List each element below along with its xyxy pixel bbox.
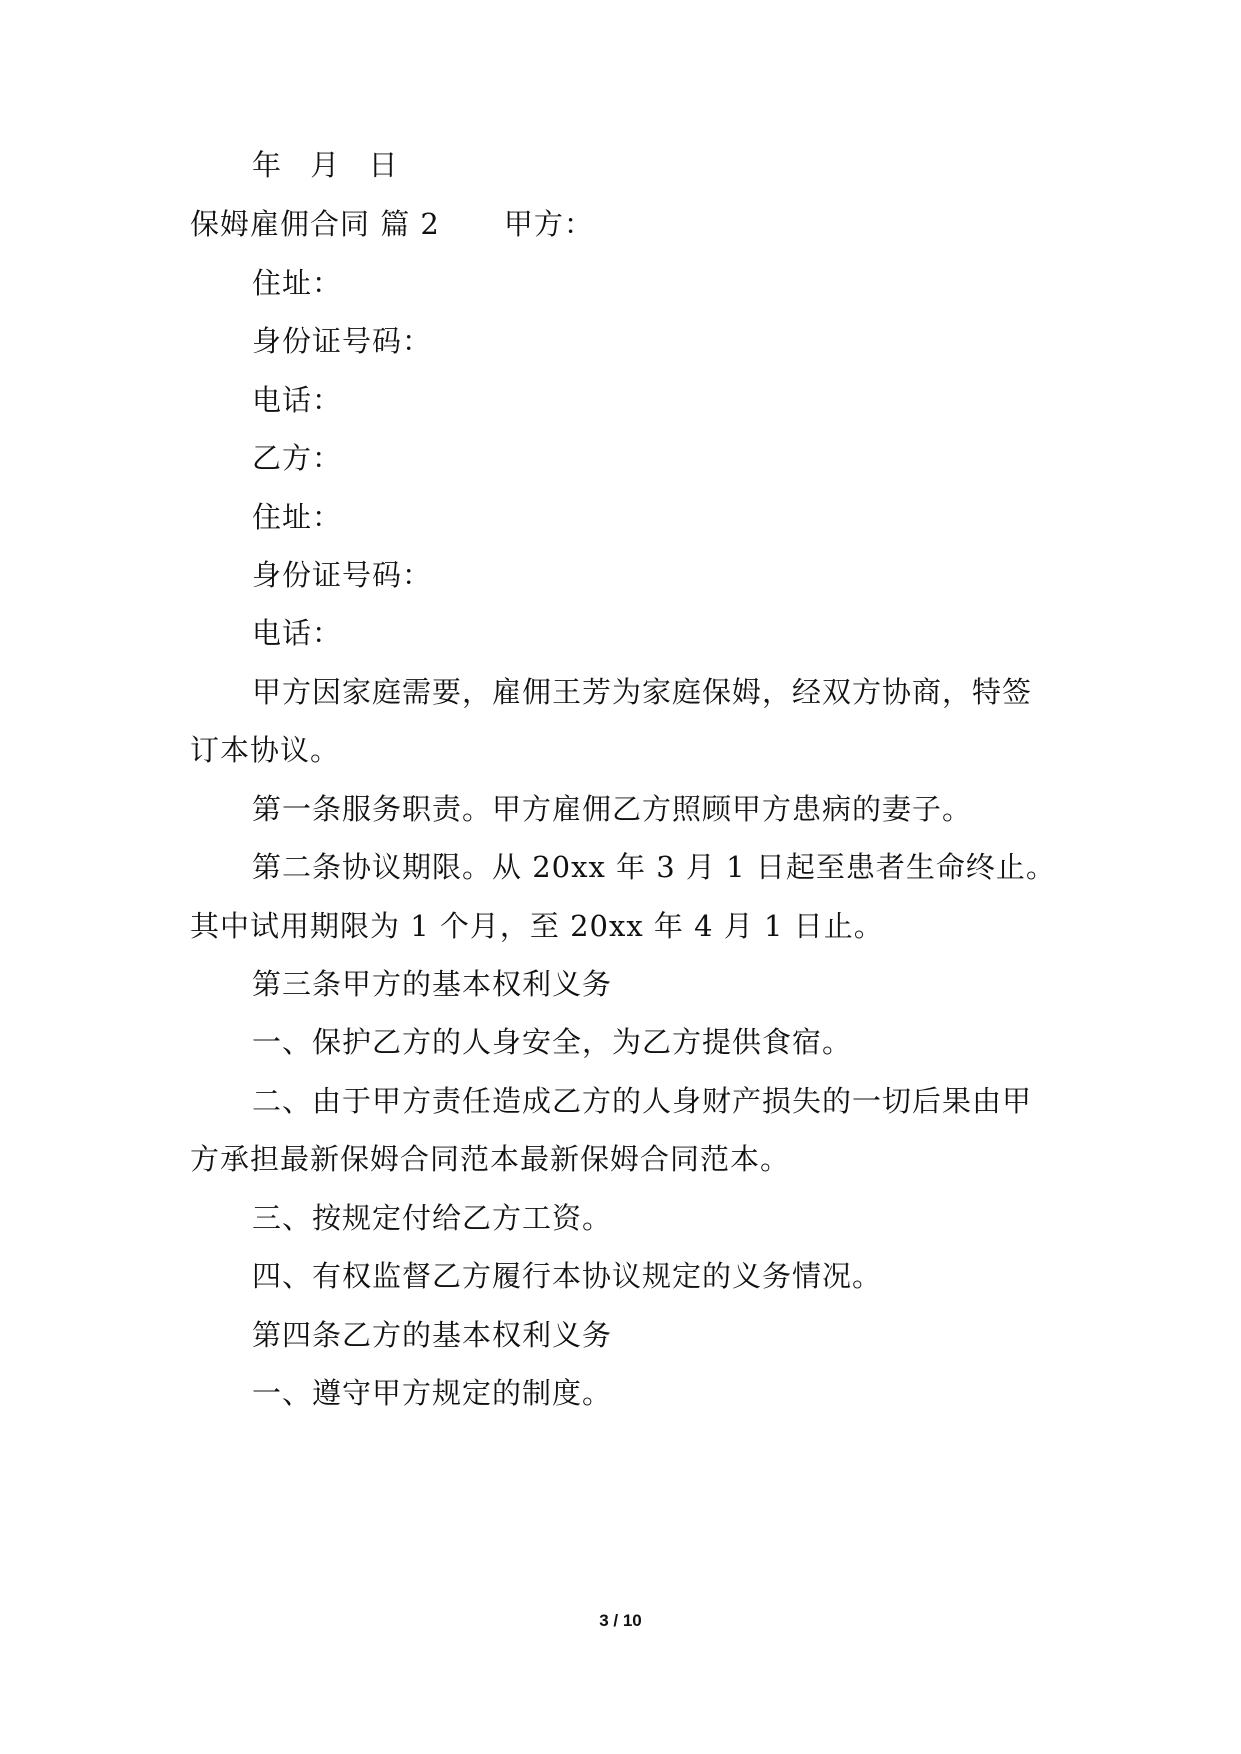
date-line: [252, 145, 416, 185]
party-a-label: 甲方：: [503, 207, 594, 241]
article-3-item-4: 四、有权监督乙方履行本协议规定的义务情况。: [252, 1259, 883, 1293]
article-3-heading: 第三条甲方的基本权利义务: [252, 967, 613, 1001]
article-4-heading: 第四条乙方的基本权利义务: [252, 1318, 613, 1352]
contract-title: 保姆雇佣合同 篇 2: [190, 207, 440, 241]
article-2-line1: 第二条协议期限。从 20xx 年 3 月 1 日起至患者生命终止。: [252, 850, 1056, 884]
title-line: [190, 204, 594, 244]
party-b-address: 住址：: [252, 500, 343, 534]
party-a-phone: 电话：: [252, 383, 343, 417]
party-b-phone: 电话：: [252, 616, 343, 650]
party-b-id-number: 身份证号码：: [252, 558, 433, 592]
article-1: 第一条服务职责。甲方雇佣乙方照顾甲方患病的妻子。: [252, 792, 973, 826]
intro-paragraph-line1: 甲方因家庭需要，雇佣王芳为家庭保姆，经双方协商，特签: [252, 675, 1033, 709]
date-month: 月: [310, 148, 341, 182]
intro-paragraph-line2: 订本协议。: [190, 733, 341, 767]
party-a-address: 住址：: [252, 266, 343, 300]
article-4-item-1: 一、遵守甲方规定的制度。: [252, 1376, 613, 1410]
date-year: 年: [252, 148, 283, 182]
article-3-item-2-line2: 方承担最新保姆合同范本最新保姆合同范本。: [190, 1142, 791, 1176]
article-3-item-1: 一、保护乙方的人身安全，为乙方提供食宿。: [252, 1025, 853, 1059]
party-a-id-number: 身份证号码：: [252, 324, 433, 358]
article-2-line2: 其中试用期限为 1 个月，至 20xx 年 4 月 1 日止。: [190, 909, 884, 943]
party-b-label: 乙方：: [252, 441, 343, 475]
article-3-item-2-line1: 二、由于甲方责任造成乙方的人身财产损失的一切后果由甲: [252, 1084, 1033, 1118]
article-3-item-3: 三、按规定付给乙方工资。: [252, 1201, 613, 1235]
date-day: 日: [368, 148, 399, 182]
page-number: 3 / 10: [599, 1611, 642, 1630]
